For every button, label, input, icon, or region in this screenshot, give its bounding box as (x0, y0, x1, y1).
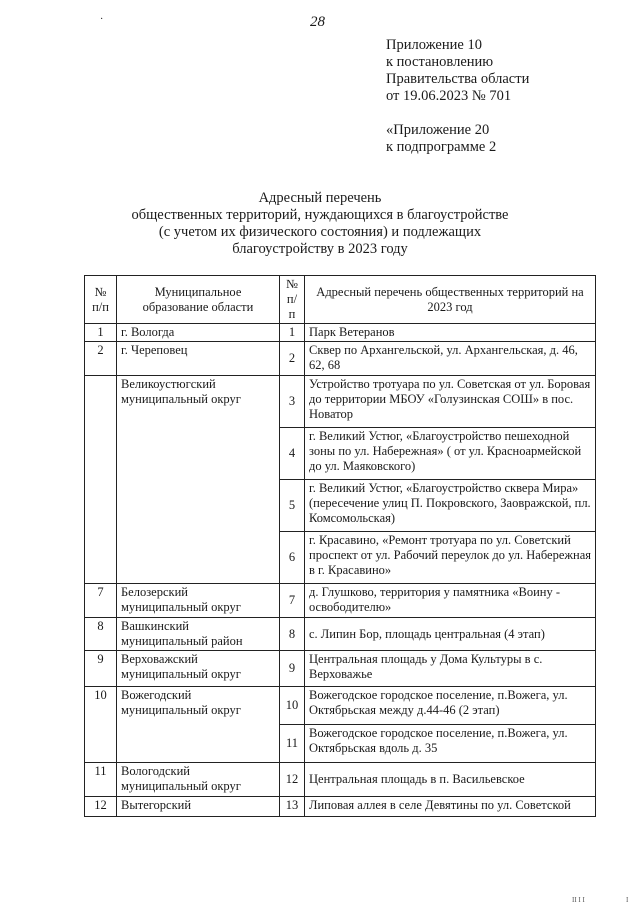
title-line: благоустройству в 2023 году (232, 241, 408, 257)
cell-num2: 6 (280, 532, 305, 584)
footer-mark-left: II I I (572, 896, 585, 904)
cell-num2: 7 (280, 584, 305, 618)
cell-num: 12 (85, 797, 117, 817)
table-row (85, 324, 596, 342)
cell-num2: 9 (280, 651, 305, 687)
cell-municipality: Вашкинский муниципальный район (117, 618, 280, 651)
appendix-line: Приложение 10 (386, 37, 482, 53)
title-line: общественных территорий, нуждающихся в благоустройстве (131, 207, 509, 223)
cell-num: 9 (85, 651, 117, 687)
table-row (85, 584, 596, 618)
cell-address: Устройство тротуара по ул. Советская от ул. Боровая до территории МБОУ «Голузинская СОШ» в пос. Новатор (305, 376, 596, 428)
appendix2-line: «Приложение 20 (386, 122, 490, 138)
appendix2-block (386, 122, 496, 156)
cell-num: 11 (85, 763, 117, 797)
table-row (85, 376, 596, 428)
cell-municipality: г. Вологда (117, 324, 280, 342)
appendix-line: к постановлению (386, 54, 494, 70)
header-municipality: Муниципальное образование области (117, 276, 280, 324)
address-table (84, 275, 596, 817)
cell-address: г. Великий Устюг, «Благоустройство пешеходной зоны по ул. Набережная» ( от ул. Красноармейской до ул. Маяковского) (305, 428, 596, 480)
cell-address: с. Липин Бор, площадь центральная (4 этап) (305, 618, 596, 651)
cell-municipality: Верховажский муниципальный округ (117, 651, 280, 687)
cell-address: Центральная площадь в п. Васильевское (305, 763, 596, 797)
cell-address: г. Великий Устюг, «Благоустройство сквера Мира» (пересечение улиц П. Покровского, Заовражской, пл. Комсомольская) (305, 480, 596, 532)
appendix-block (386, 37, 529, 105)
cell-num2: 12 (280, 763, 305, 797)
cell-num: 7 (85, 584, 117, 618)
header-address: Адресный перечень общественных территорий на 2023 год (305, 276, 596, 324)
appendix2-line: к подпрограмме 2 (386, 139, 497, 155)
table-row (85, 763, 596, 797)
cell-address: Сквер по Архангельской, ул. Архангельская, д. 46, 62, 68 (305, 342, 596, 376)
table-row (85, 687, 596, 725)
cell-address: г. Красавино, «Ремонт тротуара по ул. Советский проспект от ул. Рабочий переулок до ул. Набережная в г. Красавино» (305, 532, 596, 584)
cell-num: 2 (85, 342, 117, 376)
cell-num: 1 (85, 324, 117, 342)
page-number: 28 (310, 14, 325, 30)
cell-municipality: Великоустюгский муниципальный округ (117, 376, 280, 584)
table-row (85, 651, 596, 687)
cell-num2: 11 (280, 725, 305, 763)
table-header-row (85, 276, 596, 324)
cell-address: Вожегодское городское поселение, п.Вожега, ул. Октябрьская между д.44-46 (2 этап) (305, 687, 596, 725)
cell-num2: 13 (280, 797, 305, 817)
cell-address: Парк Ветеранов (305, 324, 596, 342)
title-line: Адресный перечень (258, 190, 382, 206)
cell-num2: 5 (280, 480, 305, 532)
cell-municipality: Белозерский муниципальный округ (117, 584, 280, 618)
cell-num2: 3 (280, 376, 305, 428)
footer-mark-right: I (626, 896, 629, 904)
cell-num: 10 (85, 687, 117, 763)
cell-num2: 10 (280, 687, 305, 725)
cell-num2: 2 (280, 342, 305, 376)
document-title (120, 190, 520, 258)
table-row (85, 342, 596, 376)
cell-num2: 1 (280, 324, 305, 342)
cell-num2: 8 (280, 618, 305, 651)
table-row (85, 797, 596, 817)
cell-num2: 4 (280, 428, 305, 480)
title-line: (с учетом их физического состояния) и подлежащих (158, 224, 482, 240)
cell-municipality: г. Череповец (117, 342, 280, 376)
cell-address: Липовая аллея в селе Девятины по ул. Советской (305, 797, 596, 817)
header-num: № п/п (85, 276, 117, 324)
cell-address: д. Глушково, территория у памятника «Воину - освободителю» (305, 584, 596, 618)
cell-num (85, 376, 117, 584)
cell-num: 8 (85, 618, 117, 651)
cell-municipality: Вожегодский муниципальный округ (117, 687, 280, 763)
header-num2: № п/п (280, 276, 305, 324)
table-row (85, 618, 596, 651)
cell-municipality: Вологодский муниципальный округ (117, 763, 280, 797)
cell-municipality: Вытегорский (117, 797, 280, 817)
appendix-line: Правительства области (386, 71, 530, 87)
appendix-line: от 19.06.2023 № 701 (386, 88, 512, 104)
scan-mark: · (100, 14, 104, 25)
cell-address: Вожегодское городское поселение, п.Вожега, ул. Октябрьская вдоль д. 35 (305, 725, 596, 763)
cell-address: Центральная площадь у Дома Культуры в с. Верховажье (305, 651, 596, 687)
